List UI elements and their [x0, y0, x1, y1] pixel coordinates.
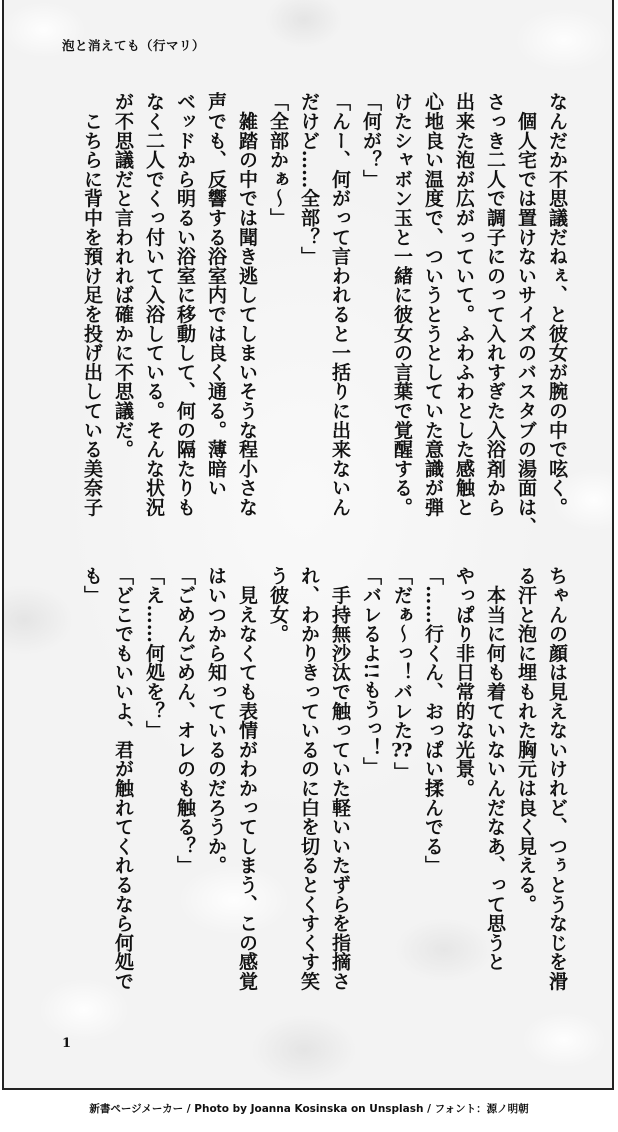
page-number: 1	[62, 1036, 72, 1051]
novel-page	[2, 0, 614, 1090]
text-block-top: なんだか不思議だねぇ、と彼女が腕の中で呟く。 個人宅では置けないサイズのバスタブの湯面は、 さっき二人で調子にのって入れすぎた入浴剤から 出来た泡が広がっていて。ふわふわとした感触と 心地良い温度で、ついうとうとしていた意識が弾 けたシャボン玉と一緒に彼女の言葉で覚醒する。 「何が？」 「んー、何がって言われると一括りに出来ないん だけど……全部？」 「全部かぁ～」 雑踏の中では聞き逃してしまいそうな程小さな 声でも、反響する浴室内では良く通る。薄暗い ベッドから明るい浴室に移動して、何の隔たりも なく二人でくっ付いて入浴している。そんな状況 が不思議だと言われれば確かに不思議だ。 こちらに背中を預け足を投げ出している美奈子	[81, 92, 568, 536]
credit-footer: 新書ページメーカー / Photo by Joanna Kosinska on Unsplash / フォント：源ノ明朝	[89, 1103, 529, 1115]
page-title: 泡と消えても（行マリ）	[62, 38, 206, 53]
text-block-bottom: ちゃんの顔は見えないけれど、つぅとうなじを滑 る汗と泡に埋もれた胸元は良く見える。 本当に何も着ていないんだなあ、って思うと やっぱり非日常的な光景。 「……行くん、おっぱい揉んでる」 「だぁ～っ！バレた⁇」 「バレるよ!!もうっ！」 手持無沙汰で触っていた軽いいたずらを指摘さ れ、わかりきっているのに白を切るとくすくす笑 う彼女。 見えなくても表情がわかってしまう、この感覚 はいつから知っているのだろうか。 「ごめんごめん、オレのも触る？」 「え……何処を？」 「どこでもいいよ、君が触れてくれるなら何処で も」	[81, 566, 568, 991]
